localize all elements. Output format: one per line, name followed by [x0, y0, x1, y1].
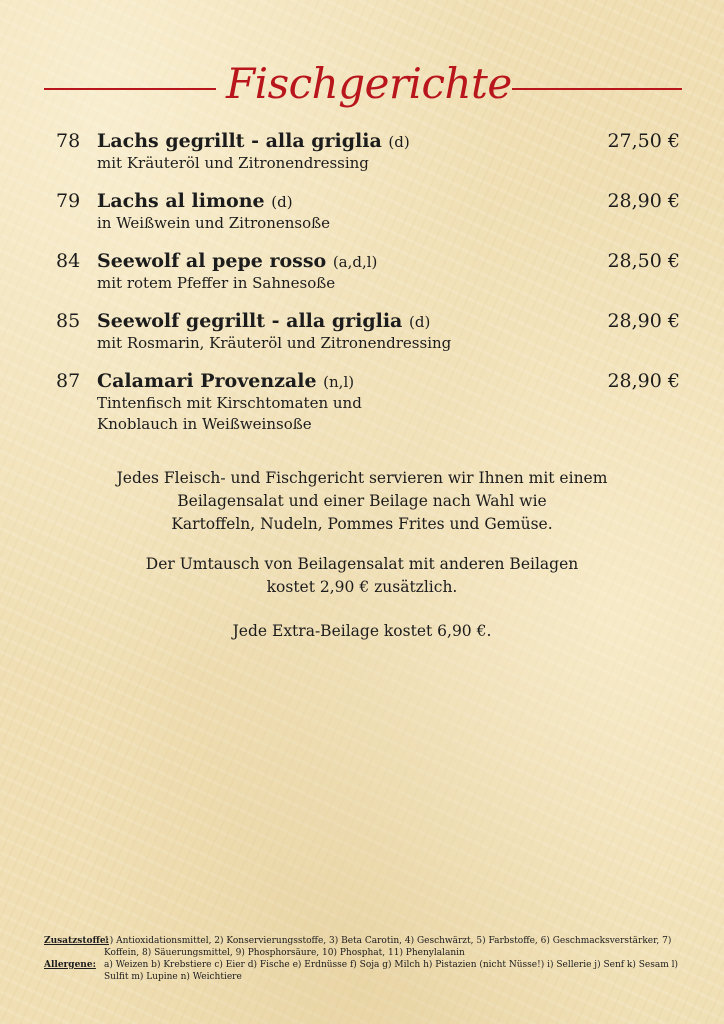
dish-number: 78: [56, 130, 81, 152]
dish-name-wrap: [97, 308, 430, 335]
dish-description: Tintenfisch mit Kirschtomaten und Knoblauch in Weißweinsoße: [97, 394, 362, 433]
dish-description: mit Rosmarin, Kräuteröl und Zitronendressing: [97, 334, 452, 352]
dish-name-wrap: [97, 368, 354, 395]
header-divider-right: [512, 88, 682, 90]
dish-allergens: (d): [388, 133, 410, 151]
dish-name-wrap: [97, 248, 377, 275]
menu-header: [0, 52, 724, 122]
dish-description: mit rotem Pfeffer in Sahnesoße: [97, 274, 336, 292]
dish-number: 87: [56, 370, 81, 392]
additives-text: 1) Antioxidationsmittel, 2) Konservierungsstoffe, 3) Beta Carotin, 4) Geschwärzt, 5) Farbstoffe, 6) Geschmacksverstärker, 7) Koffein, 8) Säuerungsmittel, 9) Phosphorsäure, 10) Phosphat, 11) Phenylalanin: [104, 936, 672, 958]
additives-note: [44, 935, 684, 959]
dish-allergens: (d): [271, 193, 293, 211]
header-divider-left: [44, 88, 216, 90]
dish-name-wrap: [97, 188, 293, 215]
dish-price: 27,50 €: [607, 130, 680, 152]
dish-description: in Weißwein und Zitronensoße: [97, 214, 331, 232]
allergens-label: Allergene:: [44, 960, 96, 970]
dish-allergens: (d): [409, 313, 431, 331]
dish-name: Seewolf al pepe rosso: [97, 250, 327, 272]
dish-name: Calamari Provenzale: [97, 370, 317, 392]
extra-side-info: Jede Extra-Beilage kostet 6,90 €.: [232, 622, 492, 640]
exchange-info: Der Umtausch von Beilagensalat mit anderen Beilagen kostet 2,90 € zusätzlich.: [145, 555, 579, 596]
additives-label: Zusatzstoffe:: [44, 936, 109, 946]
dish-allergens: (n,l): [323, 373, 355, 391]
side-dish-info: Jedes Fleisch- und Fischgericht servieren wir Ihnen mit einem Beilagensalat und einer Beilage nach Wahl wie Kartoffeln, Nudeln, Pommes Frites und Gemüse.: [116, 469, 608, 533]
dish-number: 79: [56, 190, 81, 212]
dish-price: 28,50 €: [607, 250, 680, 272]
footnotes: [44, 935, 684, 983]
dish-name: Lachs gegrillt - alla griglia: [97, 130, 382, 152]
dish-price: 28,90 €: [607, 310, 680, 332]
dish-name: Seewolf gegrillt - alla griglia: [97, 310, 403, 332]
dish-price: 28,90 €: [607, 370, 680, 392]
dish-number: 84: [56, 250, 81, 272]
dish-number: 85: [56, 310, 81, 332]
dish-name-wrap: [97, 128, 410, 155]
allergens-text: a) Weizen b) Krebstiere c) Eier d) Fische e) Erdnüsse f) Soja g) Milch h) Pistazien (nicht Nüsse!) i) Sellerie j) Senf k) Sesam l) Sulfit m) Lupine n) Weichtiere: [104, 960, 679, 982]
allergens-note: [44, 959, 684, 983]
dish-price: 28,90 €: [607, 190, 680, 212]
dish-description: mit Kräuteröl und Zitronendressing: [97, 154, 369, 172]
dish-allergens: (a,d,l): [332, 253, 378, 271]
dish-name: Lachs al limone: [97, 190, 265, 212]
page-title: Fischgerichte: [226, 59, 512, 108]
